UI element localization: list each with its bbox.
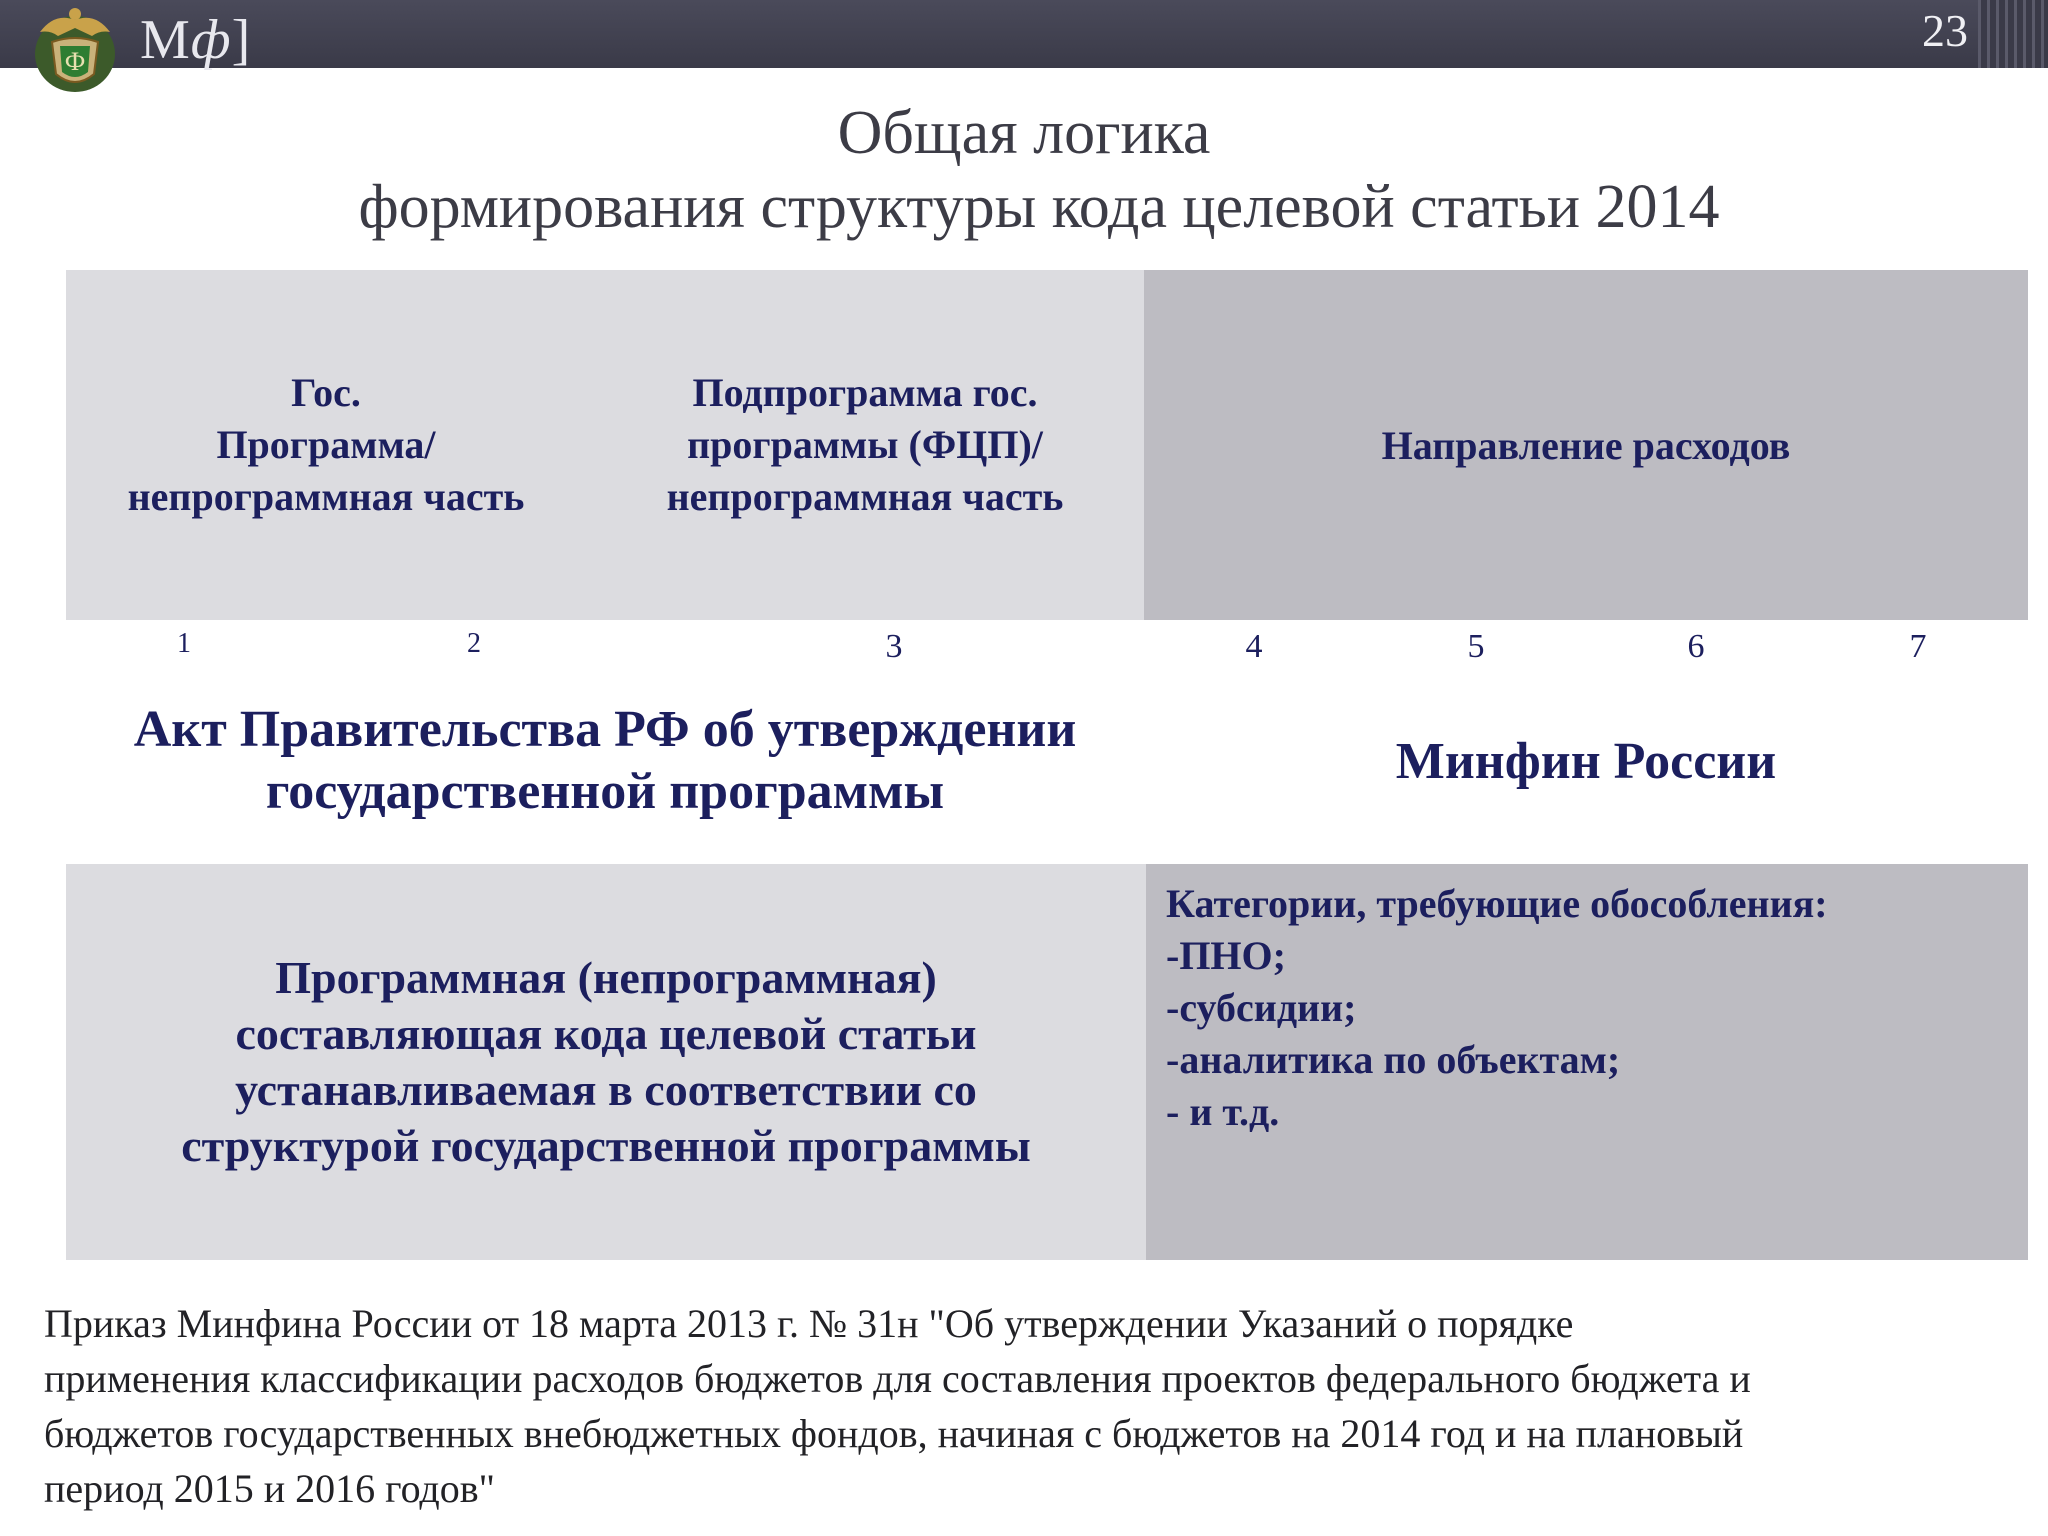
component-categories xyxy=(1146,864,2028,1260)
digit-position: 4 xyxy=(1245,628,1263,665)
digit-position: 3 xyxy=(885,628,903,665)
digit-position: 5 xyxy=(1467,628,1485,665)
component-program-line: структурой государственной программы xyxy=(181,1120,1031,1171)
svg-text:Ф: Ф xyxy=(64,47,86,76)
header-cell-program-line: Программа/ xyxy=(216,422,436,467)
header-cell-expense-direction xyxy=(1144,270,2028,620)
header-cell-program-line: Гос. xyxy=(291,370,361,415)
top-bar xyxy=(0,0,2048,68)
brand-suffix: ] xyxy=(231,9,252,71)
approver-government-act-line: Акт Правительства РФ об утверждении xyxy=(133,701,1077,758)
header-cell-subprogram-line: Подпрограмма гос. xyxy=(692,370,1038,415)
page-title xyxy=(0,96,2048,244)
header-cell-subprogram xyxy=(586,270,1144,620)
brand-wordmark xyxy=(140,8,251,72)
approver-minfin: Минфин России xyxy=(1395,732,1777,790)
title-line-2: формирования структуры кода целевой статьи 2014 xyxy=(358,173,1720,241)
categories-item: -ПНО; xyxy=(1166,933,1286,978)
component-program-line: составляющая кода целевой статьи xyxy=(235,1008,977,1059)
coat-of-arms-icon xyxy=(30,2,120,98)
header-cell-program-line: непрограммная часть xyxy=(127,474,525,519)
slide-number: 23 xyxy=(1922,5,1968,56)
approver-government-act xyxy=(66,696,1144,826)
component-program-line: Программная (непрограммная) xyxy=(275,952,937,1003)
digit-position: 7 xyxy=(1909,628,1927,665)
order-reference-line: Приказ Минфина России от 18 марта 2013 г. № 31н "Об утверждении Указаний о порядке xyxy=(44,1301,1574,1346)
header-cell-expense-direction-label: Направление расходов xyxy=(1381,422,1791,468)
digit-position: 2 xyxy=(467,628,481,659)
approver-government-act-line: государственной программы xyxy=(265,763,945,820)
categories-item: - и т.д. xyxy=(1166,1089,1280,1134)
digit-position: 6 xyxy=(1687,628,1705,665)
categories-item: -субсидии; xyxy=(1166,985,1357,1030)
order-reference-line: бюджетов государственных внебюджетных фондов, начиная с бюджетов на 2014 год и на плановый xyxy=(44,1411,1744,1456)
brand-italic: ф xyxy=(190,9,232,71)
header-cell-subprogram-line: непрограммная часть xyxy=(666,474,1064,519)
brand-prefix: М xyxy=(140,9,191,71)
digit-position: 1 xyxy=(177,628,191,659)
component-program-line: устанавливаемая в соответствии со xyxy=(235,1064,977,1115)
decorative-stripes xyxy=(1978,0,2048,68)
categories-heading: Категории, требующие обособления: xyxy=(1166,881,1828,926)
header-cell-program xyxy=(66,270,586,620)
header-cell-subprogram-line: программы (ФЦП)/ xyxy=(687,422,1043,467)
title-line-1: Общая логика xyxy=(837,99,1211,167)
component-program-part xyxy=(66,864,1146,1260)
order-reference-line: применения классификации расходов бюджетов для составления проектов федерального бюджета и xyxy=(44,1356,1751,1401)
order-reference-line: период 2015 и 2016 годов" xyxy=(44,1466,495,1511)
order-reference xyxy=(44,1296,2004,1516)
categories-item: -аналитика по объектам; xyxy=(1166,1037,1621,1082)
